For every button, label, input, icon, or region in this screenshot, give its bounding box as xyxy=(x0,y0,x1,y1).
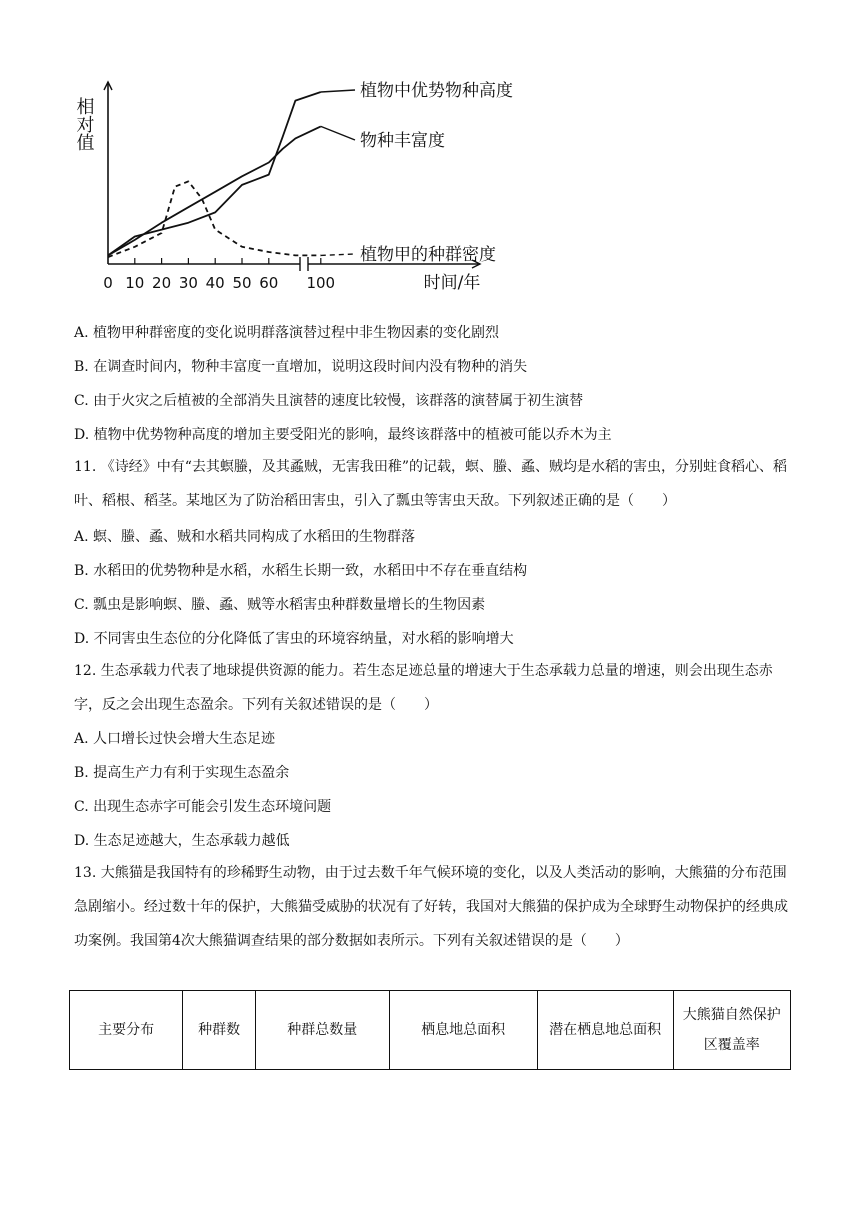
table-header-row xyxy=(70,991,791,1070)
x-tick-label: 40 xyxy=(205,274,225,292)
series-line xyxy=(108,92,321,255)
series-line xyxy=(108,126,321,255)
q11-option-d: D. 不同害虫生态位的分化降低了害虫的环境容纳量，对水稻的影响增大 xyxy=(74,631,514,647)
table-header-cell: 种群数 xyxy=(183,991,256,1070)
table-header-cell: 栖息地总面积 xyxy=(389,991,537,1070)
q12-option-a: A. 人口增长过快会增大生态足迹 xyxy=(74,731,276,747)
series-leader-line xyxy=(321,254,355,255)
q11-option-b: B. 水稻田的优势物种是水稻，水稻生长期一致，水稻田中不存在垂直结构 xyxy=(74,563,528,579)
q13-stem: 13. 大熊猫是我国特有的珍稀野生动物，由于过去数千年气候环境的变化，以及人类活动的影响，大熊猫的分布范围急剧缩小。经过数十年的保护，大熊猫受威胁的状况有了好转，我国对大熊猫的保护成为全球野生动物保护的经典成功案例。我国第4次大熊猫调查结果的部分数据如表所示。下列有关叙述错误的是（ ） xyxy=(74,865,788,949)
q12-option-c: C. 出现生态赤字可能会引发生态环境问题 xyxy=(74,799,332,815)
table-header-cell: 主要分布 xyxy=(70,991,183,1070)
table-header-cell: 种群总数量 xyxy=(255,991,389,1070)
q11-stem: 11. 《诗经》中有“去其螟螣，及其蟊贼，无害我田稚”的记载，螟、螣、蟊、贼均是水稻的害虫，分别蛀食稻心、稻叶、稻根、稻茎。某地区为了防治稻田害虫，引入了瓢虫等害虫天敌。下列叙述正确的是（ ） xyxy=(74,459,788,509)
q11-option-a: A. 螟、螣、蟊、贼和水稻共同构成了水稻田的生物群落 xyxy=(74,529,416,545)
y-axis-label: 相对值 xyxy=(73,97,95,151)
table-header-cell: 大熊猫自然保护区覆盖率 xyxy=(673,991,790,1070)
x-tick-label: 20 xyxy=(152,274,172,292)
q10-option-c: C. 由于火灾之后植被的全部消失且演替的速度比较慢，该群落的演替属于初生演替 xyxy=(74,393,584,409)
series-leader-line xyxy=(321,126,355,140)
q10-option-a: A. 植物甲种群密度的变化说明群落演替过程中非生物因素的变化剧烈 xyxy=(74,325,500,341)
series-label: 植物中优势物种高度 xyxy=(360,81,513,101)
succession-chart xyxy=(70,62,550,302)
q12-option-d: D. 生态足迹越大，生态承载力越低 xyxy=(74,833,290,849)
q11-option-c: C. 瓢虫是影响螟、螣、蟊、贼等水稻害虫种群数量增长的生物因素 xyxy=(74,597,486,613)
q12-stem: 12. 生态承载力代表了地球提供资源的能力。若生态足迹总量的增速大于生态承载力总量的增速，则会出现生态赤字，反之会出现生态盈余。下列有关叙述错误的是（ ） xyxy=(74,663,773,713)
x-tick-label: 10 xyxy=(125,274,145,292)
panda-survey-table xyxy=(69,990,791,1070)
x-tick-label: 100 xyxy=(306,274,336,292)
series-leader-line xyxy=(321,90,355,92)
q10-option-b: B. 在调查时间内，物种丰富度一直增加，说明这段时间内没有物种的消失 xyxy=(74,359,528,375)
series-label: 植物甲的种群密度 xyxy=(360,245,496,265)
series-label: 物种丰富度 xyxy=(360,131,445,151)
x-tick-label: 60 xyxy=(259,274,279,292)
x-axis-label: 时间/年 xyxy=(423,273,481,293)
chart-svg xyxy=(70,62,550,302)
x-tick-label: 50 xyxy=(232,274,252,292)
x-tick-label: 30 xyxy=(178,274,198,292)
table-header-cell: 潜在栖息地总面积 xyxy=(537,991,673,1070)
q12-option-b: B. 提高生产力有利于实现生态盈余 xyxy=(74,765,290,781)
x-tick-label: 0 xyxy=(103,274,113,292)
q10-option-d: D. 植物中优势物种高度的增加主要受阳光的影响，最终该群落中的植被可能以乔木为主 xyxy=(74,427,612,443)
